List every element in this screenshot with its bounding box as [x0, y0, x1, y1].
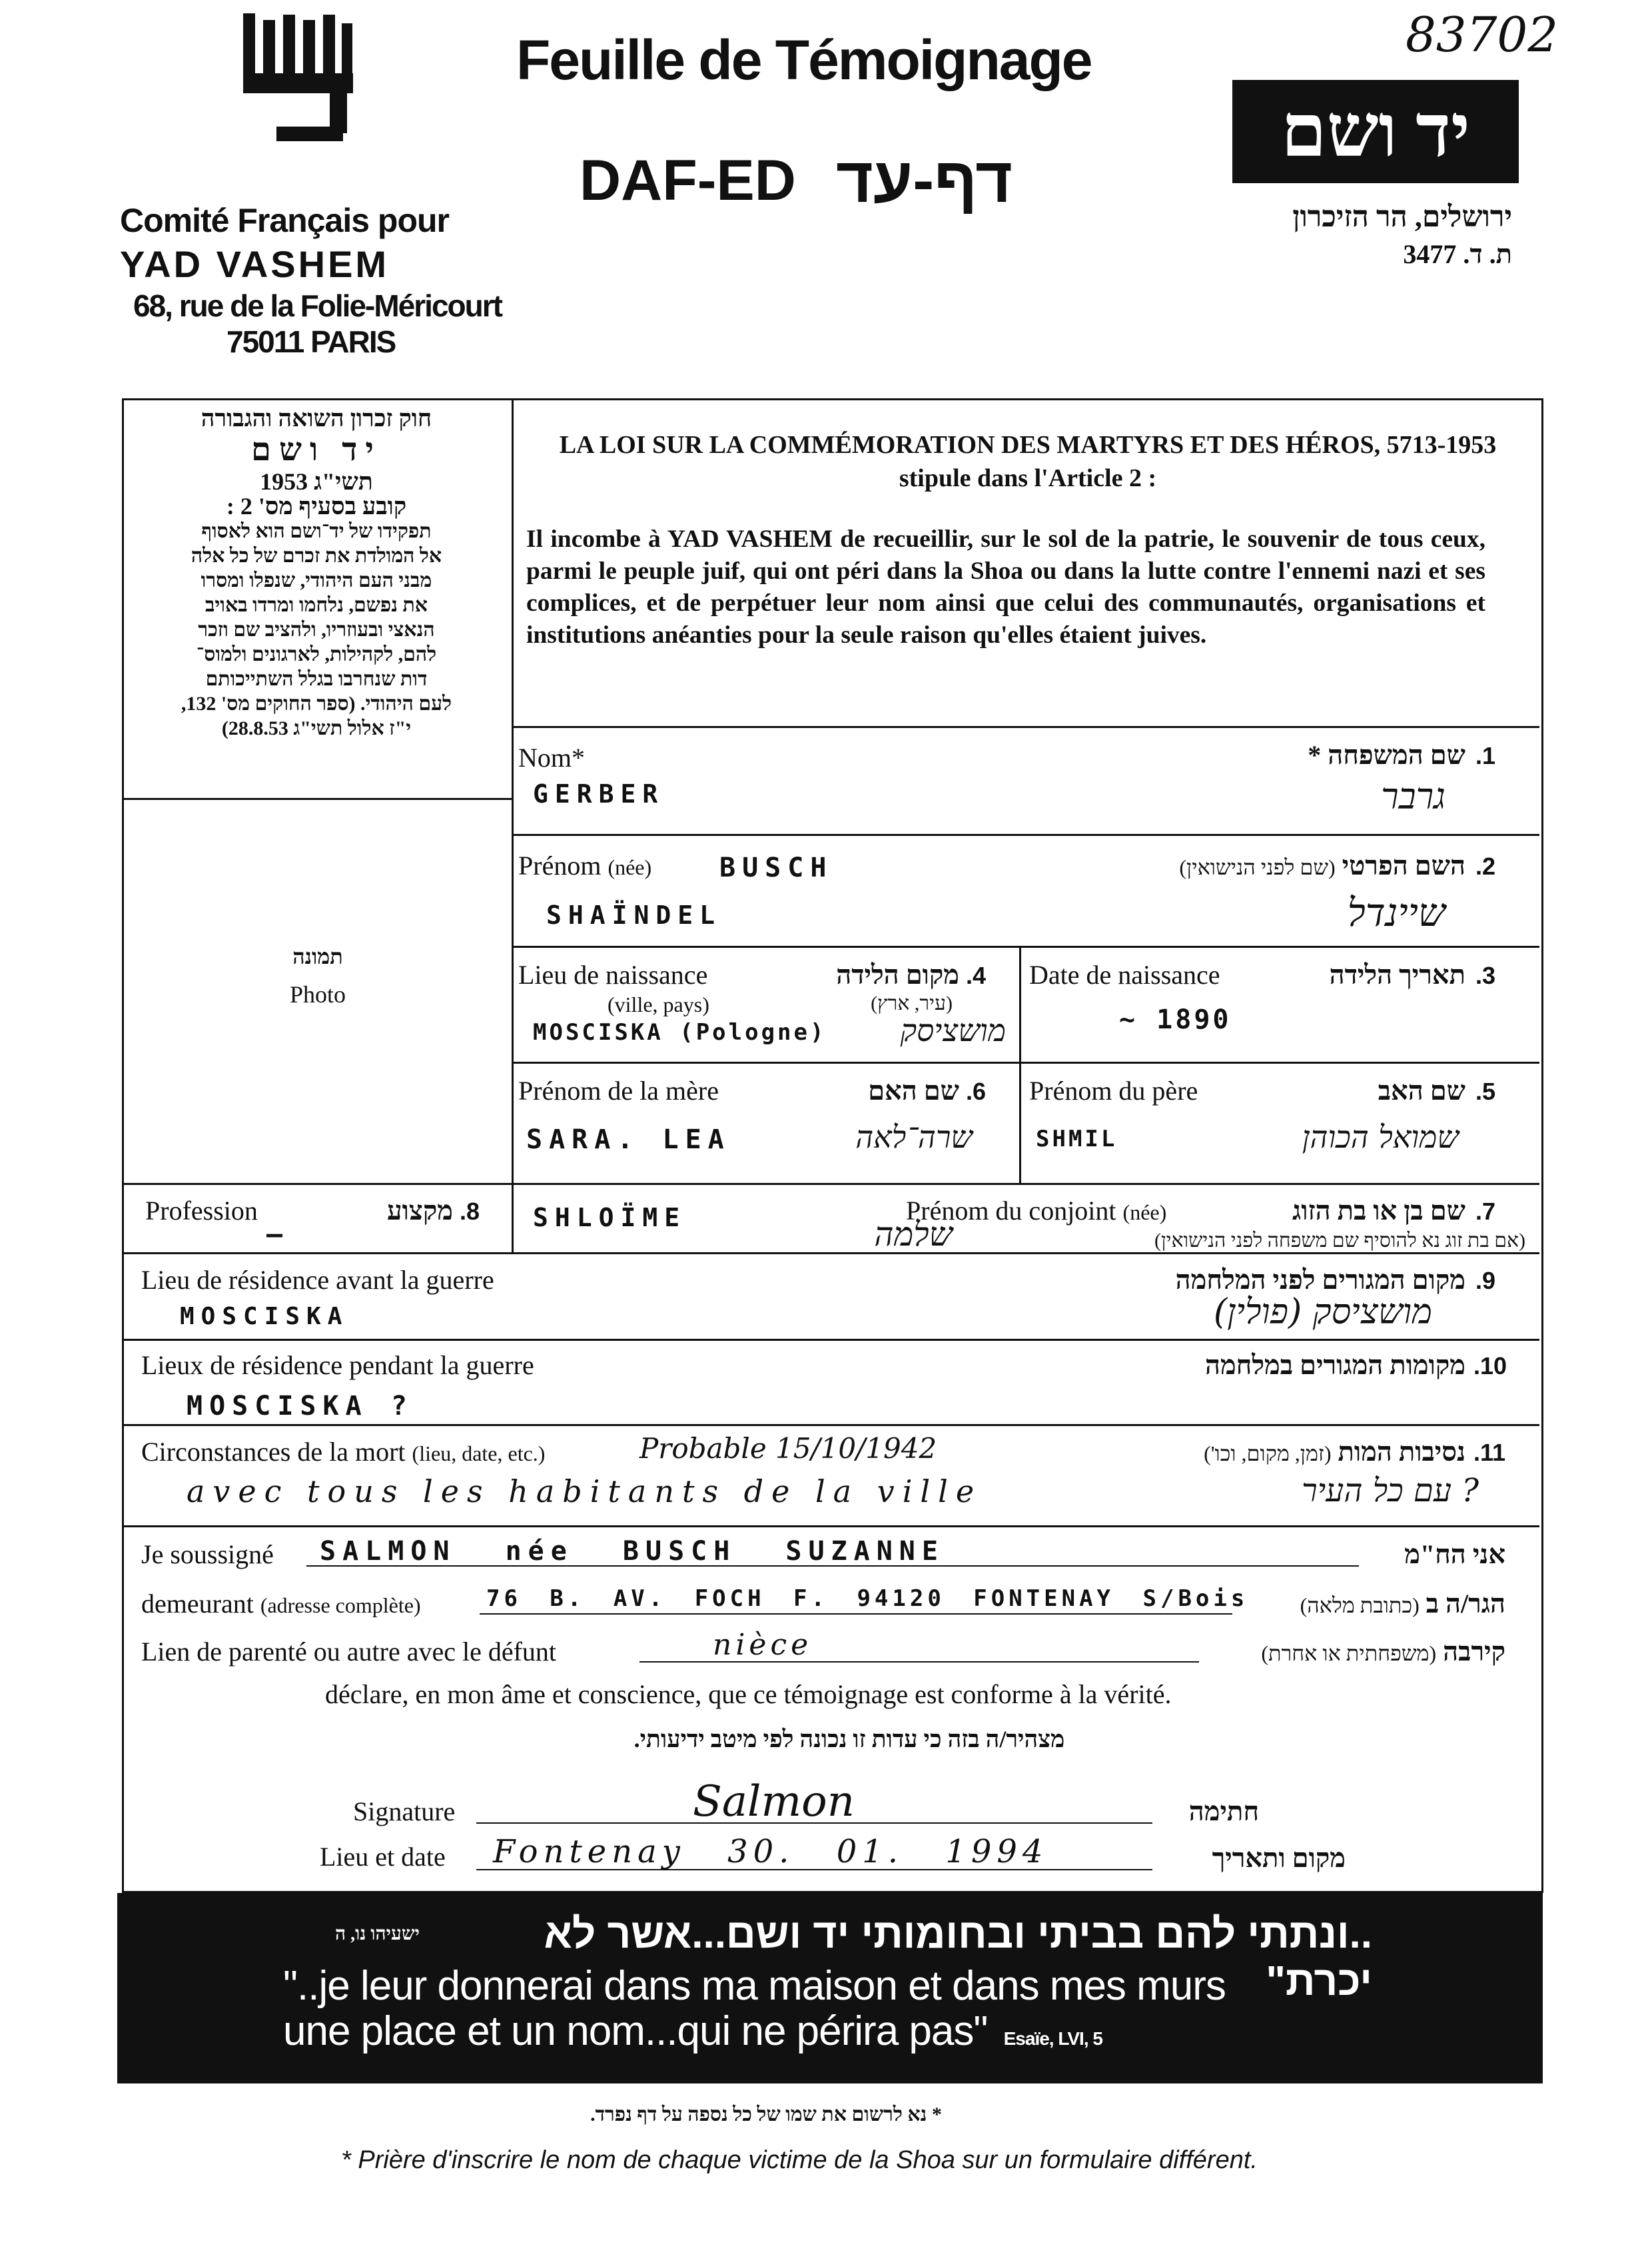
mort-label-text: Circonstances de la mort	[141, 1437, 406, 1467]
mort-value-date[interactable]: Probable 15/10/1942	[639, 1432, 937, 1465]
hebrew-law-line: אל המולדת את זכרם של כל אלה	[191, 545, 442, 567]
pere-hebrew-value[interactable]: שמואל הכוהן	[1302, 1119, 1459, 1155]
residence-avant-label: Lieu de résidence avant la guerre	[141, 1265, 494, 1295]
left-column-divider	[512, 398, 514, 1183]
law-body-fr: Il incombe à YAD VASHEM de recueillir, sur le sol de la patrie, le souvenir de tous ceux, parmi le peuple juif, qui ont péri dans la Shoa ou dans la lutte contre l'ennemi nazi et ses complices, et de perpétuer leur nom ainsi que celui des communautés, organisations et institutions anéanties pour la seule raison qu'elles étaient juives.	[526, 526, 1485, 649]
lieu-naissance-value[interactable]: MOSCISKA (Pologne)	[533, 1019, 827, 1046]
row-divider	[122, 1183, 1539, 1185]
mere-hebrew-label: שם האם	[868, 1076, 959, 1106]
lieu-naissance-label: Lieu de naissance	[518, 960, 708, 990]
prenom-hebrew-text: השם הפרטי	[1342, 851, 1465, 881]
row-divider	[512, 726, 1539, 728]
banner-ref: Esaïe, LVI, 5	[1003, 2028, 1102, 2049]
demeurant-hebrew-label	[1239, 1588, 1505, 1619]
soussigne-value[interactable]: SALMON née BUSCH SUZANNE	[320, 1536, 945, 1567]
banner-french-line2	[283, 2008, 1102, 2055]
conjoint-label-small: (née)	[1122, 1200, 1167, 1224]
hebrew-law-line: את נפשם, נלחמו ומרדו באויב	[205, 594, 428, 616]
profession-label: Profession	[145, 1196, 258, 1226]
prenom-maiden-value[interactable]: BUSCH	[719, 853, 833, 883]
hebrew-law-line: יד ושם	[251, 432, 382, 468]
lien-label: Lien de parenté ou autre avec le défunt	[141, 1637, 557, 1667]
conjoint-label-text: Prénom du conjoint	[906, 1196, 1116, 1226]
demeurant-value[interactable]: 76 B. AV. FOCH F. 94120 FONTENAY S/Bois	[486, 1585, 1249, 1612]
residence-pendant-hebrew-label: מקומות המגורים במלחמה	[1204, 1350, 1465, 1380]
lien-value[interactable]: nièce	[713, 1628, 813, 1662]
demeurant-hebrew-small: (כתובת מלאה)	[1300, 1593, 1420, 1617]
hebrew-law-line: מבני העם היהודי, שנפלו ומסרו	[201, 569, 432, 591]
date-naissance-label: Date de naissance	[1029, 960, 1220, 990]
mort-hebrew-text: נסיבות המות	[1338, 1437, 1465, 1467]
hebrew-law-line: דות שנחרבו בגלל השתייכותם	[205, 668, 428, 690]
footer-french: * Prière d'inscrire le nom de chaque victime de la Shoa sur un formulaire différent.	[341, 2146, 1258, 2174]
committee-line2: YAD VASHEM	[120, 243, 390, 285]
mort-value-detail[interactable]: avec tous les habitants de la ville	[187, 1473, 983, 1509]
lieu-naissance-hebrew-small: (עיר, ארץ)	[871, 992, 953, 1014]
row-divider	[122, 1339, 1539, 1341]
yad-vashem-logo-text: יד ושם	[1281, 91, 1470, 172]
prenom-number: .2	[1475, 853, 1496, 880]
mort-hebrew-label	[1106, 1436, 1465, 1467]
mere-label: Prénom de la mère	[518, 1076, 719, 1106]
law-title-fr: LA LOI SUR LA COMMÉMORATION DES MARTYRS ET DES HÉROS, 5713-1953	[559, 431, 1497, 459]
residence-pendant-value[interactable]: MOSCISKA ?	[187, 1391, 414, 1421]
col-divider	[512, 1183, 514, 1252]
hebrew-law-line: תפקידו של יד־ושם הוא לאסוף	[201, 520, 432, 542]
demeurant-label-text: demeurant	[141, 1589, 254, 1619]
pere-hebrew-label: שם האב	[1378, 1076, 1465, 1106]
hebrew-law-line: להם, לקהילות, לארגונים ולמוס־	[196, 643, 437, 665]
address-line2: 75011 PARIS	[226, 324, 396, 359]
date-naissance-number: .3	[1475, 962, 1496, 989]
conjoint-number: .7	[1475, 1198, 1496, 1225]
hebrew-law-line: חוק זכרון השואה והגבורה	[201, 405, 432, 432]
form-title: Feuille de Témoignage	[516, 29, 1092, 91]
mort-label-small: (lieu, date, etc.)	[412, 1441, 546, 1465]
banner-hebrew-ref: ישעיהו נו, ה	[335, 1924, 420, 1944]
prenom-hebrew-label	[1092, 850, 1465, 881]
mort-hebrew-small: (זמן, מקום, וכו')	[1204, 1441, 1332, 1465]
prenom-hebrew-small: (שם לפני הנישואין)	[1179, 855, 1336, 879]
profession-value[interactable]: –	[266, 1219, 290, 1250]
lien-hebrew-label	[1206, 1636, 1505, 1667]
residence-avant-number: .9	[1475, 1267, 1496, 1294]
lieu-date-hebrew-label: מקום ותאריך	[1212, 1843, 1346, 1873]
mere-hebrew-value[interactable]: שרה־לאה	[855, 1119, 973, 1155]
pere-number: .5	[1475, 1078, 1496, 1105]
declaration-he: מצהיר/ה בזה כי עדות זו נכונה לפי מיטב ידיעותי.	[633, 1726, 1065, 1752]
lieu-naissance-number: .4	[966, 962, 987, 989]
conjoint-value[interactable]: SHLOÏME	[533, 1203, 687, 1232]
conjoint-hebrew-small: (אם בת זוג נא להוסיף שם משפחה לפני הנישואין)	[1154, 1230, 1525, 1252]
address-line1: 68, rue de la Folie-Méricourt	[133, 288, 502, 323]
archive-number: 83702	[1406, 7, 1559, 63]
prenom-value[interactable]: SHAÏNDEL	[546, 901, 722, 930]
prenom-label-small: (née)	[608, 855, 652, 879]
profession-hebrew-label: מקצוע	[387, 1196, 453, 1226]
mort-number: .11	[1473, 1439, 1506, 1466]
residence-avant-value[interactable]: MOSCISKA	[180, 1303, 349, 1330]
lien-hebrew-text: קירבה	[1443, 1637, 1505, 1667]
yad-vashem-hand-logo	[236, 7, 363, 160]
soussigne-label: Je soussigné	[141, 1539, 274, 1569]
lieu-date-value[interactable]: Fontenay 30. 01. 1994	[493, 1833, 1048, 1870]
law-subtitle-fr: stipule dans l'Article 2 :	[899, 464, 1157, 492]
conjoint-hebrew-label: שם בן או בת הזוג	[1292, 1196, 1465, 1226]
law-photo-divider	[122, 798, 514, 800]
mort-hebrew-value[interactable]: ? עם כל העיר	[1302, 1472, 1479, 1509]
hebrew-address-line2: ת. ד. 3477	[1403, 239, 1512, 269]
prenom-label-text: Prénom	[518, 851, 602, 881]
nom-number: .1	[1475, 742, 1496, 769]
row-divider	[512, 1062, 1539, 1064]
hebrew-law-line: לעם היהודי. (ספר החוקים מס' 132,	[181, 693, 452, 715]
demeurant-hebrew-text: הגר/ה ב	[1426, 1589, 1505, 1619]
profession-number: .8	[460, 1198, 480, 1225]
mort-label	[141, 1436, 545, 1467]
committee-line1: Comité Français pour	[120, 202, 449, 239]
form-subtitle-latin: DAF-ED	[580, 149, 796, 212]
residence-pendant-number: .10	[1473, 1352, 1507, 1379]
signature-value[interactable]: Salmon	[693, 1777, 855, 1826]
row-divider	[512, 834, 1539, 836]
date-naissance-value[interactable]: ~ 1890	[1119, 1004, 1232, 1035]
declaration-fr: déclare, en mon âme et conscience, que ce témoignage est conforme à la vérité.	[325, 1679, 1172, 1709]
hebrew-law-line: הנאצי ובעוזריו, ולהציב שם וזכר	[198, 619, 435, 641]
hebrew-law-line: קובע בסעיף מס' 2 :	[226, 493, 407, 520]
photo-hebrew-label: תמונה	[292, 944, 343, 968]
demeurant-line	[480, 1613, 1232, 1615]
form-subtitle-hebrew: דף-עד	[836, 145, 1013, 216]
lieu-date-label: Lieu et date	[320, 1842, 446, 1872]
pere-label: Prénom du père	[1029, 1076, 1198, 1106]
hebrew-law-text	[133, 406, 500, 741]
lieu-naissance-hebrew-label: מקום הלידה	[836, 960, 959, 990]
residence-pendant-label: Lieux de résidence pendant la guerre	[141, 1350, 534, 1380]
residence-avant-hebrew-label: מקום המגורים לפני המלחמה	[1175, 1265, 1465, 1295]
banner-french-line1: "..je leur donnerai dans ma maison et dans mes murs	[283, 1963, 1226, 2009]
hebrew-address-line1: ירושלים, הר הזיכרון	[1292, 200, 1512, 233]
demeurant-label	[141, 1588, 421, 1619]
lieu-naissance-label-small: (ville, pays)	[608, 992, 709, 1016]
row-divider	[122, 1525, 1539, 1527]
photo-label: Photo	[289, 981, 346, 1008]
conjoint-hebrew-value[interactable]: שלמה	[874, 1215, 953, 1254]
lien-hebrew-small: (משפחתית או אחרת)	[1261, 1641, 1437, 1665]
pere-value[interactable]: SHMIL	[1036, 1126, 1118, 1152]
prenom-label	[518, 850, 651, 881]
date-naissance-hebrew-label: תאריך הלידה	[1329, 960, 1465, 990]
row-divider	[122, 1424, 1539, 1426]
banner-hebrew-quote: ..ונתתי להם בביתי ובחומותי יד ושם...אשר לא יכרת"	[544, 1911, 1372, 2004]
nom-hebrew-label: שם המשפחה *	[1308, 740, 1465, 770]
nom-hebrew-value[interactable]: גרבר	[1381, 775, 1446, 817]
banner-french-line2-text: une place et un nom...qui ne périra pas"	[283, 2008, 988, 2054]
residence-avant-hebrew-value[interactable]: מושציסק (פולין)	[1213, 1292, 1432, 1332]
mere-value[interactable]: SARA. LEA	[526, 1124, 731, 1155]
footer-hebrew: * נא לרשום את שמו של כל נספה על דף נפרד.	[590, 2103, 942, 2125]
signature-label: Signature	[353, 1796, 456, 1826]
prenom-hebrew-value[interactable]: שיינדל	[1347, 890, 1446, 935]
hebrew-law-line: תשי"ג 1953	[260, 468, 373, 495]
demeurant-label-small: (adresse complète)	[260, 1593, 421, 1617]
soussigne-hebrew-label: אני הח"מ	[1404, 1539, 1505, 1569]
mere-number: .6	[966, 1078, 987, 1105]
nom-value[interactable]: GERBER	[533, 779, 665, 809]
row-divider	[512, 946, 1539, 948]
col-divider	[1019, 946, 1021, 1183]
nom-label: Nom*	[518, 743, 585, 773]
lieu-naissance-hebrew-value[interactable]: מושציסק	[900, 1012, 1006, 1048]
signature-hebrew-label: חתימה	[1188, 1796, 1259, 1826]
hebrew-law-line: י"ז אלול תשי"ג 28.8.53)	[221, 717, 412, 739]
